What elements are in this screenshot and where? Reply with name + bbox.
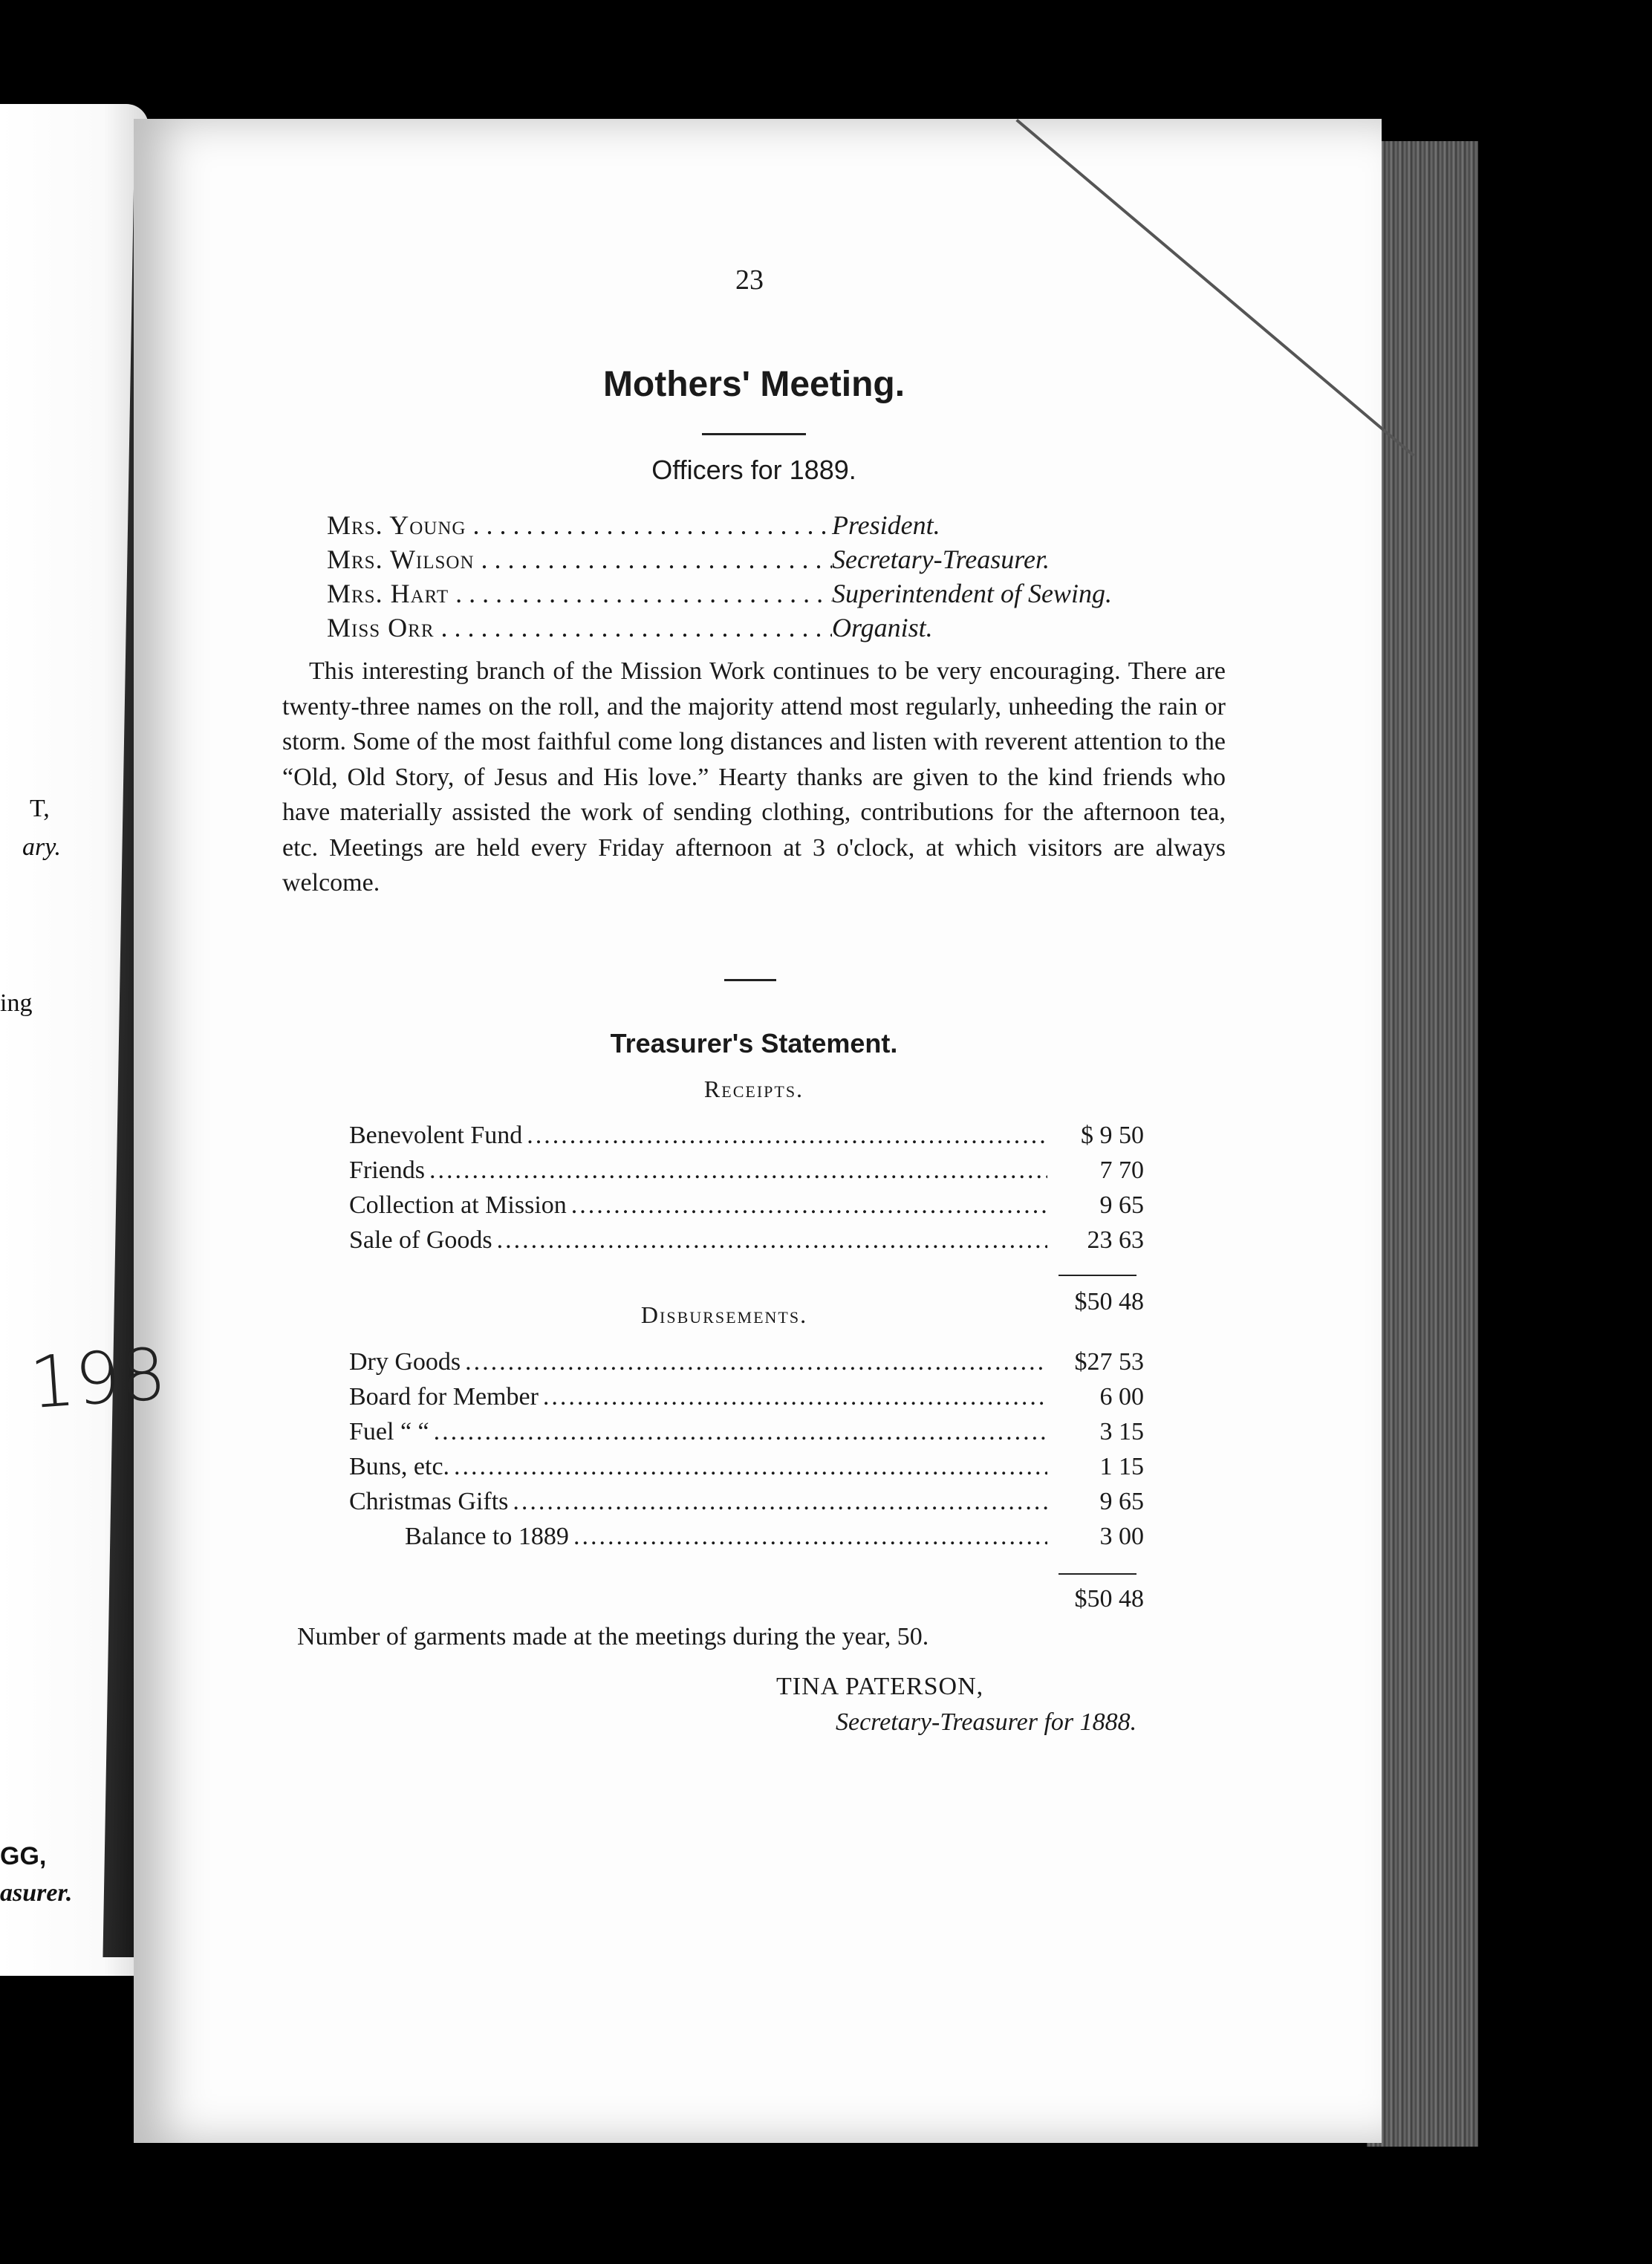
ledger-item: Benevolent Fund [349, 1122, 523, 1149]
ledger-item: Board for Member [349, 1383, 539, 1411]
receipts-total: $50 48 [1074, 1288, 1144, 1315]
ledger-item: Buns, etc. [349, 1453, 450, 1480]
officer-row [327, 612, 1218, 645]
ledger-row [349, 1488, 1144, 1522]
ledger-amount: 23 63 [1087, 1226, 1144, 1254]
statement-heading: Treasurer's Statement. [610, 1028, 898, 1058]
ledger-row [349, 1418, 1144, 1452]
left-page-fragment: T, [30, 795, 50, 822]
ledger-amount: $27 53 [1074, 1348, 1144, 1376]
ledger-item: Collection at Mission [349, 1191, 567, 1219]
ledger-amount: $ 9 50 [1081, 1122, 1144, 1149]
officer-role: Organist. [832, 613, 933, 643]
officer-row [327, 578, 1218, 611]
ledger-item: Fuel “ “ [349, 1418, 429, 1445]
disbursements-total: $50 48 [1074, 1585, 1144, 1613]
officer-name: Mrs. Wilson . . . [327, 544, 832, 575]
divider [702, 433, 806, 435]
officer-row [327, 544, 1218, 576]
ledger-row [349, 1226, 1144, 1261]
left-page-fragment: GG, [0, 1842, 47, 1870]
officer-name: Mrs. Young . . . [327, 510, 832, 541]
officer-role: President. [832, 510, 940, 540]
officers-heading: Officers for 1889. [651, 455, 856, 485]
signatory-title: Secretary-Treasurer for 1888. [836, 1708, 1137, 1736]
ledger-row [349, 1157, 1144, 1191]
officer-name: Miss Orr . . . [327, 612, 832, 643]
sum-rule [1058, 1275, 1136, 1276]
ledger-row [405, 1523, 1144, 1557]
officer-role: Secretary-Treasurer. [832, 544, 1050, 574]
ledger-row [349, 1348, 1144, 1382]
page-title: Mothers' Meeting. [602, 365, 905, 404]
ledger-item: Dry Goods [349, 1348, 461, 1376]
ledger-row [349, 1383, 1144, 1417]
ledger-row [349, 1453, 1144, 1487]
left-page-fragment: ing [0, 989, 33, 1017]
receipts-label: Receipts. [703, 1076, 804, 1102]
ledger-item: Friends [349, 1157, 425, 1184]
ledger-row [349, 1122, 1144, 1156]
ledger-item: Christmas Gifts [349, 1488, 509, 1515]
left-page-fragment: ary. [22, 833, 61, 861]
ledger-row [349, 1191, 1144, 1226]
garments-summary: Number of garments made at the meetings during the year, 50. [297, 1623, 929, 1650]
body-paragraph: This interesting branch of the Mission Work continues to be very encouraging. There are twenty-three names on the roll, and the majority attend most regularly, unheeding the rain or storm. Some of the most faithful come long distances and listen with reverent attention to the “Old, Old Story, of Jesus and His love.” Hearty thanks are given to the kind friends who have materially assisted the work of sending clothing, contributions for the afternoon tea, etc. Meetings are held every Friday afternoon at 3 o'clock, at which visitors are always welcome. [282, 657, 1226, 897]
ledger-amount: 9 65 [1099, 1191, 1144, 1219]
officer-name: Mrs. Hart . . . [327, 578, 832, 609]
disbursements-label: Disbursements. [640, 1301, 808, 1328]
ledger-amount: 3 15 [1099, 1418, 1144, 1445]
page-number: 23 [735, 264, 764, 296]
ledger-amount: 1 15 [1099, 1453, 1144, 1480]
handwritten-page-number: 198 [27, 1332, 169, 1425]
signatory-name: TINA PATERSON, [776, 1673, 984, 1700]
ledger-amount: 9 65 [1099, 1488, 1144, 1515]
ledger-amount: 7 70 [1099, 1157, 1144, 1184]
ledger-amount: 6 00 [1099, 1383, 1144, 1411]
left-page-fragment: asurer. [0, 1879, 73, 1907]
page-edges [1367, 141, 1478, 2147]
officer-row [327, 510, 1218, 542]
officer-role: Superintendent of Sewing. [832, 579, 1112, 608]
divider [724, 979, 776, 981]
ledger-item: Balance to 1889 [405, 1523, 569, 1550]
ledger-amount: 3 00 [1099, 1523, 1144, 1550]
sum-rule [1058, 1573, 1136, 1575]
ledger-item: Sale of Goods [349, 1226, 492, 1254]
